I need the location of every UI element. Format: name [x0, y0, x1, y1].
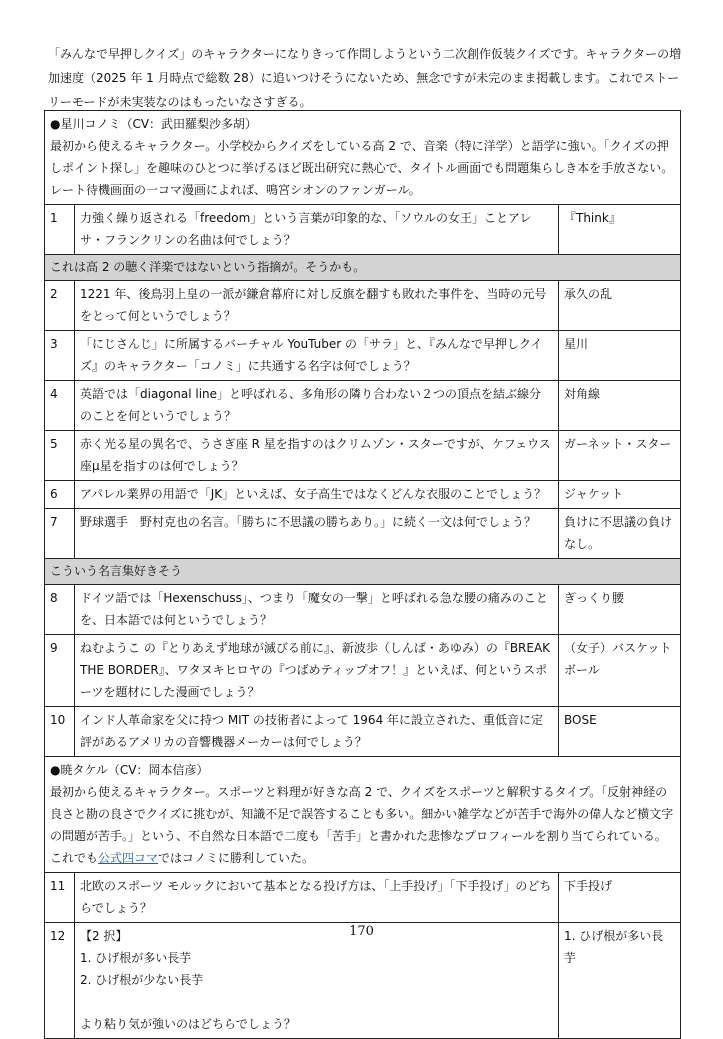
question-number: 1 — [45, 205, 75, 255]
answer-text: 負けに不思議の負けなし。 — [559, 509, 681, 559]
question-text: 北欧のスポーツ モルックにおいて基本となる投げ方は、「上手投げ」「下手投げ」のどちらでしょう？ — [75, 873, 559, 923]
question-text: 赤く光る星の異名で、うさぎ座 R 星を指すのはクリムゾン・スターですが、ケフェウス座μ星を指すのは何でしょう？ — [75, 431, 559, 481]
character-row — [45, 111, 681, 205]
question-number: 6 — [45, 481, 75, 509]
question-body: より粘り気が強いのはどちらでしょう？ — [80, 1017, 296, 1031]
table-row — [45, 509, 681, 559]
answer-text: 下手投げ — [559, 873, 681, 923]
question-number: 4 — [45, 381, 75, 431]
question-number: 5 — [45, 431, 75, 481]
character-description-end: ではコノミに勝利していた。 — [158, 851, 315, 865]
comment-row — [45, 255, 681, 281]
table-row — [45, 281, 681, 331]
character-row — [45, 757, 681, 873]
character-description: 最初から使えるキャラクター。小学校からクイズをしている高 2 で、音楽（特に洋学）と語学に強い。「クイズの押しポイント探し」を趣味のひとつに挙げるほど既出研究に熱心で、タイトル画面でも問題集らしき本を手放さない。レート待機画面の一コマ漫画によれば、鳴宮シオンのファンガール。 — [50, 139, 674, 197]
character-name: ●暁タケル（CV：岡本信彦） — [50, 763, 209, 777]
question-text: インド人革命家を父に持つ MIT の技術者によって 1964 年に設立された、重低音に定評があるアメリカの音響機器メーカーは何でしょう？ — [75, 707, 559, 757]
question-text: 1221 年、後鳥羽上皇の一派が鎌倉幕府に対し反旗を翻すも敗れた事件を、当時の元号をとって何というでしょう？ — [75, 281, 559, 331]
table-row — [45, 873, 681, 923]
comment-row — [45, 559, 681, 585]
question-number: 2 — [45, 281, 75, 331]
question-number: 12 — [45, 923, 75, 1039]
question-text: ドイツ語では「Hexenschuss」、つまり「魔女の一撃」と呼ばれる急な腰の痛みのことを、日本語では何というでしょう？ — [75, 585, 559, 635]
blank-line — [80, 991, 553, 1013]
question-number: 11 — [45, 873, 75, 923]
answer-text: （女子）バスケットボール — [559, 635, 681, 707]
official-comic-link[interactable]: 公式四コマ — [98, 851, 159, 865]
table-row — [45, 635, 681, 707]
option-2: 2. ひげ根が少ない長芋 — [80, 973, 204, 987]
answer-text: 星川 — [559, 331, 681, 381]
question-text: ねむようこ の『とりあえず地球が滅びる前に』、新波歩（しんば・あゆみ）の『BREAK THE BORDER』、ワタヌキヒロヤの『つばめティップオフ！』といえば、何というスポーツを題材にした漫画でしょう？ — [75, 635, 559, 707]
character-description: 最初から使えるキャラクター。スポーツと料理が好きな高 2 で、クイズをスポーツと解釈するタイプ。「反射神経の良さと勘の良さでクイズに挑むが、知識不足で誤答することも多い。細かい雑学などが苦手で海外の偉人など横文字の問題が苦手。」という、不自然な日本語で二度も「苦手」と書かれた悲惨なプロフィールを割り当てられている。これでも — [50, 785, 674, 865]
table-row — [45, 707, 681, 757]
answer-text: 対角線 — [559, 381, 681, 431]
option-1: 1. ひげ根が多い長芋 — [80, 951, 192, 965]
question-number: 10 — [45, 707, 75, 757]
table-row — [45, 431, 681, 481]
question-header: 【2 択】 — [80, 929, 128, 943]
quiz-table — [44, 110, 681, 1039]
table-row — [45, 923, 681, 1039]
table-row — [45, 205, 681, 255]
question-text: 「にじさんじ」に所属するバーチャル YouTuber の「サラ」と、『みんなで早押しクイズ』のキャラクター「コノミ」に共通する名字は何でしょう？ — [75, 331, 559, 381]
question-text: 力強く繰り返される「freedom」という言葉が印象的な、「ソウルの女王」ことアレサ・フランクリンの名曲は何でしょう？ — [75, 205, 559, 255]
answer-text: 承久の乱 — [559, 281, 681, 331]
answer-text: BOSE — [559, 707, 681, 757]
character-cell — [45, 111, 681, 205]
answer-text: ジャケット — [559, 481, 681, 509]
answer-text: 『Think』 — [559, 205, 681, 255]
character-cell — [45, 757, 681, 873]
question-number: 3 — [45, 331, 75, 381]
question-text — [75, 923, 559, 1039]
question-number: 9 — [45, 635, 75, 707]
question-text: 野球選手 野村克也の名言。「勝ちに不思議の勝ちあり。」に続く一文は何でしょう？ — [75, 509, 559, 559]
table-row — [45, 585, 681, 635]
table-row — [45, 481, 681, 509]
question-number: 8 — [45, 585, 75, 635]
question-text: 英語では「diagonal line」と呼ばれる、多角形の隣り合わない２つの頂点を結ぶ線分のことを何というでしょう？ — [75, 381, 559, 431]
table-row — [45, 381, 681, 431]
answer-text: ぎっくり腰 — [559, 585, 681, 635]
comment-text: これは高 2 の聴く洋楽ではないという指摘が。そうかも。 — [45, 255, 681, 281]
comment-text: こういう名言集好きそう — [45, 559, 681, 585]
page-number: 170 — [349, 924, 374, 939]
table-row — [45, 331, 681, 381]
question-text: アパレル業界の用語で「JK」といえば、女子高生ではなくどんな衣服のことでしょう？ — [75, 481, 559, 509]
character-name: ●星川コノミ（CV：武田羅梨沙多胡） — [50, 117, 258, 131]
question-number: 7 — [45, 509, 75, 559]
answer-text: 1. ひげ根が多い長芋 — [559, 923, 681, 1039]
intro-paragraph: 「みんなで早押しクイズ」のキャラクターになりきって作問しようという二次創作仮装クイズです。キャラクターの増加速度（2025 年 1 月時点で総数 28）に追いつけそうにないため、無念ですが未完のまま掲載します。これでストーリーモードが未実装なのはもったいなさすぎる。 — [48, 47, 682, 109]
answer-text: ガーネット・スター — [559, 431, 681, 481]
